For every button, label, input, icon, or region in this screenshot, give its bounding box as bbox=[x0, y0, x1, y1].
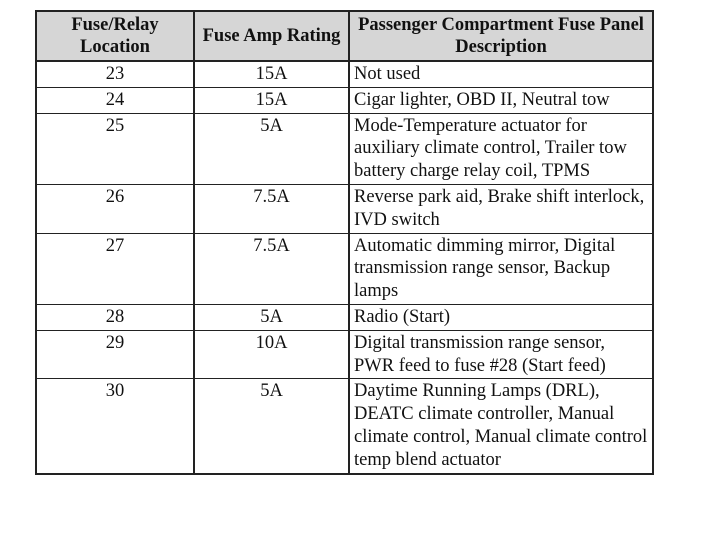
table-row bbox=[36, 379, 653, 474]
header-amp-rating: Fuse Amp Rating bbox=[194, 11, 349, 61]
table-header bbox=[36, 11, 653, 61]
cell-amp: 10A bbox=[194, 330, 349, 379]
cell-location: 29 bbox=[36, 330, 194, 379]
cell-description: Mode-Temperature actuator for auxiliary climate control, Trailer tow battery charge relay coil, TPMS bbox=[349, 113, 653, 184]
cell-amp: 15A bbox=[194, 87, 349, 113]
fuse-table bbox=[35, 10, 654, 475]
header-location: Fuse/Relay Location bbox=[36, 11, 194, 61]
cell-location: 26 bbox=[36, 184, 194, 233]
cell-amp: 5A bbox=[194, 304, 349, 330]
cell-location: 25 bbox=[36, 113, 194, 184]
cell-location: 30 bbox=[36, 379, 194, 474]
cell-amp: 5A bbox=[194, 113, 349, 184]
cell-description: Cigar lighter, OBD II, Neutral tow bbox=[349, 87, 653, 113]
cell-description: Automatic dimming mirror, Digital transmission range sensor, Backup lamps bbox=[349, 233, 653, 304]
table-body bbox=[36, 61, 653, 474]
cell-description: Not used bbox=[349, 61, 653, 87]
cell-location: 23 bbox=[36, 61, 194, 87]
cell-description: Reverse park aid, Brake shift interlock, IVD switch bbox=[349, 184, 653, 233]
cell-amp: 7.5A bbox=[194, 184, 349, 233]
table-row bbox=[36, 233, 653, 304]
cell-location: 24 bbox=[36, 87, 194, 113]
cell-amp: 15A bbox=[194, 61, 349, 87]
table-row bbox=[36, 304, 653, 330]
cell-description: Daytime Running Lamps (DRL), DEATC climate controller, Manual climate control, Manual climate control temp blend actuator bbox=[349, 379, 653, 474]
cell-description: Radio (Start) bbox=[349, 304, 653, 330]
table-row bbox=[36, 113, 653, 184]
table-row bbox=[36, 330, 653, 379]
cell-description: Digital transmission range sensor, PWR feed to fuse #28 (Start feed) bbox=[349, 330, 653, 379]
cell-amp: 7.5A bbox=[194, 233, 349, 304]
table-row bbox=[36, 87, 653, 113]
header-row bbox=[36, 11, 653, 61]
header-description: Passenger Compartment Fuse Panel Description bbox=[349, 11, 653, 61]
cell-location: 27 bbox=[36, 233, 194, 304]
table-row bbox=[36, 61, 653, 87]
table-row bbox=[36, 184, 653, 233]
cell-location: 28 bbox=[36, 304, 194, 330]
cell-amp: 5A bbox=[194, 379, 349, 474]
